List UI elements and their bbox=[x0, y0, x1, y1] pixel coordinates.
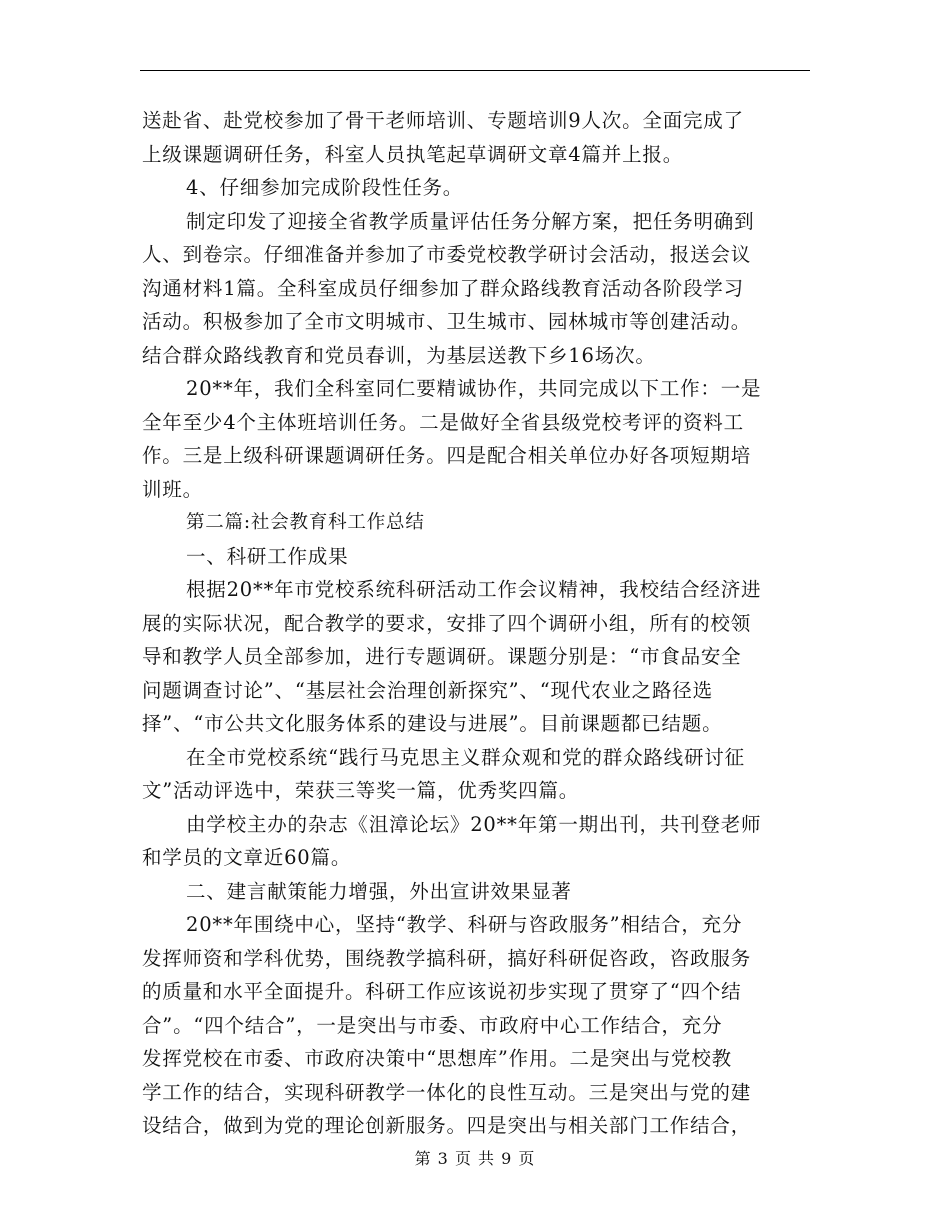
text-line: 二、建言献策能力增强，外出宣讲效果显著 bbox=[186, 879, 572, 903]
text-line: 设结合，做到为党的理论创新服务。四是突出与相关部门工作结合， bbox=[142, 1114, 752, 1137]
text-line: 学工作的结合，实现科研教学一体化的良性互动。三是突出与党的建 bbox=[142, 1080, 752, 1104]
text-line: 择”、“市公共文化服务体系的建设与进展”。目前课题都已结题。 bbox=[142, 712, 723, 735]
text-line: 4、仔细参加完成阶段性任务。 bbox=[186, 176, 464, 199]
section-heading: 第二篇:社会教育科工作总结 bbox=[186, 512, 425, 533]
text-line: 活动。积极参加了全市文明城市、卫生城市、园林城市等创建活动。 bbox=[142, 310, 752, 333]
text-line: 人、到卷宗。仔细准备并参加了市委党校教学研讨会活动，报送会议 bbox=[142, 243, 752, 266]
text-line: 问题调查讨论”、“基层社会治理创新探究”、“现代农业之路径选 bbox=[142, 678, 713, 702]
text-line: 和学员的文章近60篇。 bbox=[142, 846, 352, 869]
text-line: 训班。 bbox=[142, 477, 203, 501]
header-rule bbox=[140, 70, 810, 71]
page-footer: 第 3 页 共 9 页 bbox=[414, 1149, 536, 1168]
text-line: 作。三是上级科研课题调研任务。四是配合相关单位办好各项短期培 bbox=[142, 444, 752, 467]
text-line: 送赴省、赴党校参加了骨干老师培训、专题培训9人次。全面完成了 bbox=[142, 109, 744, 132]
text-line: 合”。“四个结合”，一是突出与市委、市政府中心工作结合，充分 bbox=[142, 1013, 723, 1037]
text-line: 20**年围绕中心，坚持“教学、科研与咨政服务”相结合，充分 bbox=[186, 913, 743, 936]
text-line: 的质量和水平全面提升。科研工作应该说初步实现了贯穿了“四个结 bbox=[142, 980, 742, 1003]
text-line: 20**年，我们全科室同仁要精诚协作，共同完成以下工作：一是 bbox=[186, 377, 762, 400]
text-line: 由学校主办的杂志《沮漳论坛》20**年第一期出刊，共刊登老师 bbox=[186, 812, 762, 836]
text-line: 在全市党校系统“践行马克思主义群众观和党的群众路线研讨征 bbox=[186, 745, 745, 769]
text-line: 上级课题调研任务，科室人员执笔起草调研文章4篇并上报。 bbox=[142, 142, 684, 166]
text-line: 根据20**年市党校系统科研活动工作会议精神，我校结合经济进 bbox=[186, 578, 762, 601]
text-line: 结合群众路线教育和党员春训，为基层送教下乡16场次。 bbox=[142, 343, 656, 367]
text-line: 沟通材料1篇。全科室成员仔细参加了群众路线教育活动各阶段学习 bbox=[142, 276, 744, 300]
text-line: 全年至少4个主体班培训任务。二是做好全省县级党校考评的资料工 bbox=[142, 410, 744, 434]
text-line: 发挥党校在市委、市政府决策中“思想库”作用。二是突出与党校教 bbox=[142, 1047, 732, 1070]
text-line: 展的实际状况，配合教学的要求，安排了四个调研小组，所有的校领 bbox=[142, 611, 752, 635]
document-body bbox=[142, 104, 806, 1143]
text-line: 制定印发了迎接全省教学质量评估任务分解方案，把任务明确到 bbox=[186, 209, 755, 233]
text-line: 导和教学人员全部参加，进行专题调研。课题分别是：“市食品安全 bbox=[142, 645, 742, 668]
text-line: 发挥师资和学科优势，围绕教学搞科研，搞好科研促咨政，咨政服务 bbox=[142, 946, 752, 970]
text-line: 一、科研工作成果 bbox=[186, 544, 349, 568]
text-line: 文”活动评选中，荣获三等奖一篇，优秀奖四篇。 bbox=[142, 779, 580, 802]
